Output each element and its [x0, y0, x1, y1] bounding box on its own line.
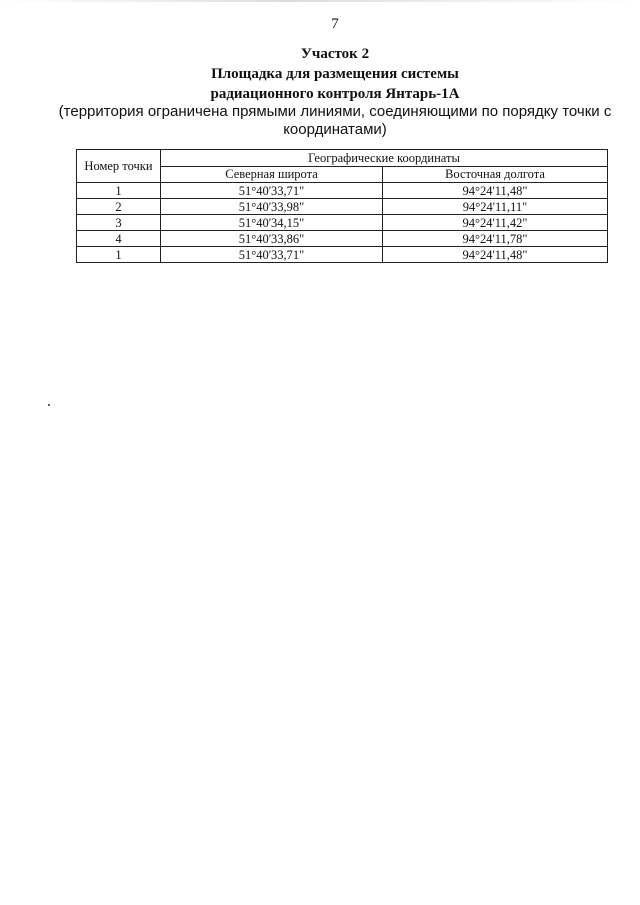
section-subtitle-line-2: радиационного контроля Янтарь-1А [210, 86, 460, 102]
latitude-cell: 51°40'34,15" [161, 215, 383, 231]
territory-note-line-2: координатами) [283, 121, 387, 138]
section-title: Участок 2 [300, 46, 370, 62]
point-number-cell: 2 [77, 199, 161, 215]
point-number-cell: 1 [77, 247, 161, 263]
header-geo-coords: Географические координаты [161, 150, 608, 167]
longitude-cell: 94°24'11,48" [383, 183, 608, 199]
table-row [77, 247, 608, 263]
table-row [77, 231, 608, 247]
table-header-row [77, 150, 608, 167]
territory-note-line-1: (территория ограничена прямыми линиями, соединяющими по порядку точки с [58, 103, 612, 120]
page-edge-top [0, 0, 640, 2]
longitude-cell: 94°24'11,48" [383, 247, 608, 263]
point-number-cell: 1 [77, 183, 161, 199]
latitude-cell: 51°40'33,86" [161, 231, 383, 247]
section-subtitle-line-1: Площадка для размещения системы [211, 66, 459, 82]
point-number-cell: 3 [77, 215, 161, 231]
table-body [77, 183, 608, 263]
scan-speck [48, 404, 50, 406]
header-east-longitude: Восточная долгота [383, 166, 608, 183]
latitude-cell: 51°40'33,71" [161, 183, 383, 199]
table-row [77, 215, 608, 231]
page-number: 7 [331, 16, 339, 32]
longitude-cell: 94°24'11,42" [383, 215, 608, 231]
table-row [77, 199, 608, 215]
latitude-cell: 51°40'33,98" [161, 199, 383, 215]
longitude-cell: 94°24'11,78" [383, 231, 608, 247]
coordinates-table [76, 149, 608, 263]
header-point-number: Номер точки [77, 150, 161, 183]
table-row [77, 183, 608, 199]
header-north-latitude: Северная широта [161, 166, 383, 183]
longitude-cell: 94°24'11,11" [383, 199, 608, 215]
point-number-cell: 4 [77, 231, 161, 247]
latitude-cell: 51°40'33,71" [161, 247, 383, 263]
